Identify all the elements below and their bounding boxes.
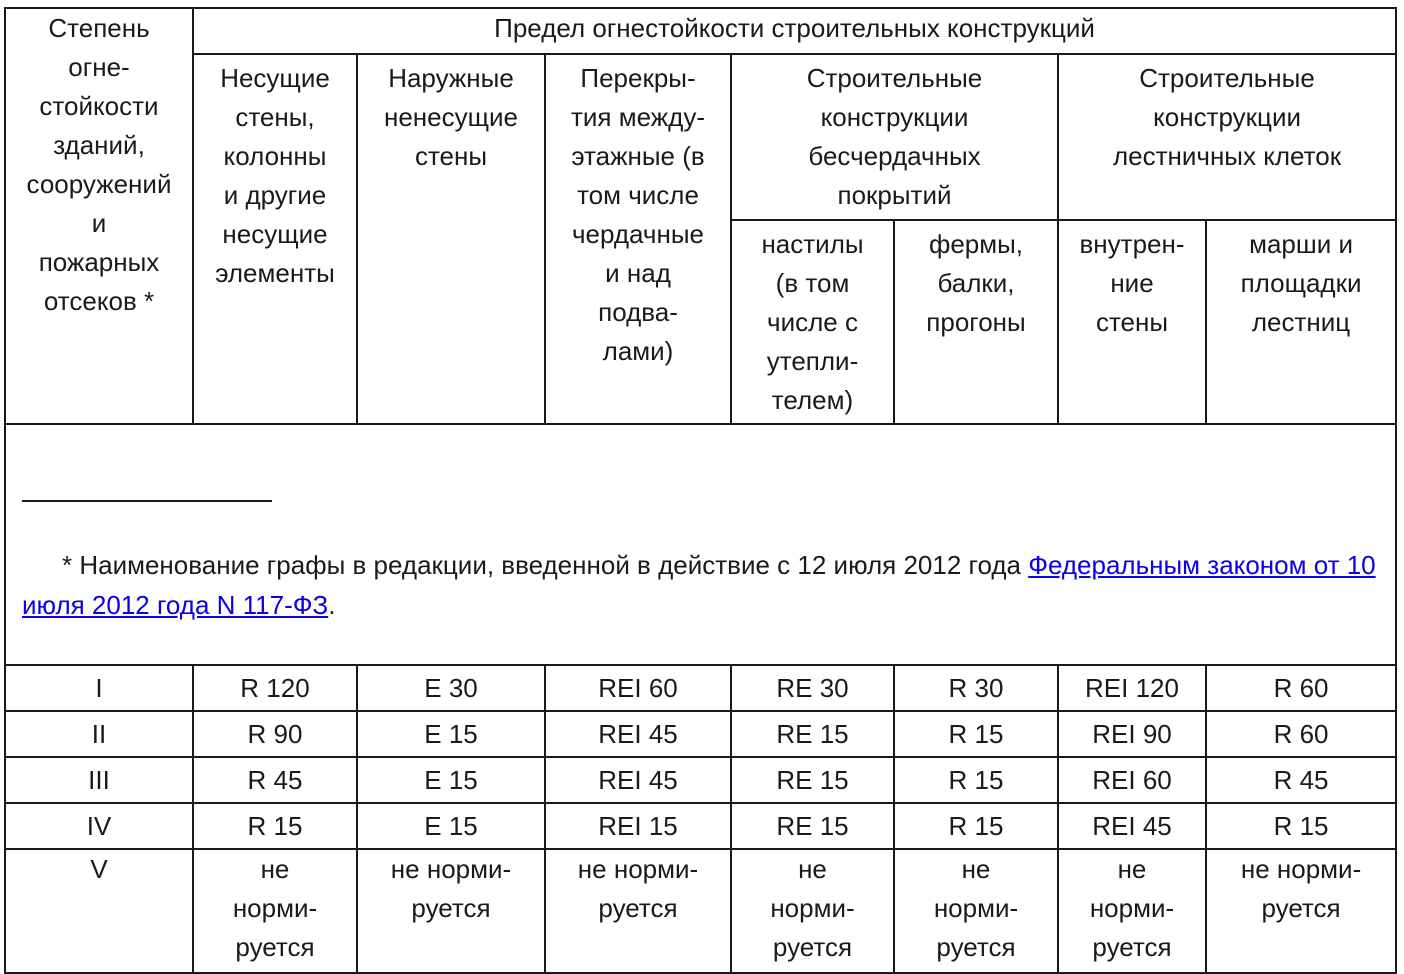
table-row — [5, 849, 1396, 973]
cell-stair-flights: R 45 — [1206, 757, 1396, 803]
cell-external-walls: E 30 — [357, 665, 545, 711]
cell-stair-flights: R 60 — [1206, 665, 1396, 711]
header-stair-group: Строительные конструкции лестничных клеток — [1058, 54, 1396, 220]
header-floors: Перекры- тия между- этажные (в том числе чердачные и над подва- лами) — [545, 54, 731, 424]
cell-bearing-walls: R 120 — [193, 665, 357, 711]
header-bearing-walls: Несущие стены, колонны и другие несущие элементы — [193, 54, 357, 424]
table-row — [5, 665, 1396, 711]
cell-floors: REI 15 — [545, 803, 731, 849]
cell-decking: RE 30 — [731, 665, 894, 711]
cell-external-walls: E 15 — [357, 803, 545, 849]
cell-stair-flights: не норми- руется — [1206, 849, 1396, 973]
cell-stair-flights: R 15 — [1206, 803, 1396, 849]
header-stair-flights: марши и площадки лестниц — [1206, 220, 1396, 424]
cell-stair-flights: R 60 — [1206, 711, 1396, 757]
cell-decking: RE 15 — [731, 803, 894, 849]
cell-internal-walls: REI 60 — [1058, 757, 1206, 803]
table-row — [5, 757, 1396, 803]
cell-bearing-walls: R 15 — [193, 803, 357, 849]
cell-external-walls: E 15 — [357, 757, 545, 803]
cell-degree: II — [5, 711, 193, 757]
header-limit-title: Предел огнестойкости строительных конструкций — [193, 8, 1396, 54]
header-internal-walls: внутрен- ние стены — [1058, 220, 1206, 424]
header-roof-group: Строительные конструкции бесчердачных покрытий — [731, 54, 1058, 220]
cell-bearing-walls: не норми- руется — [193, 849, 357, 973]
footnote-suffix: . — [328, 590, 336, 620]
cell-floors: не норми- руется — [545, 849, 731, 973]
cell-decking: RE 15 — [731, 757, 894, 803]
footnote-text — [22, 545, 1379, 625]
cell-degree: IV — [5, 803, 193, 849]
cell-bearing-walls: R 90 — [193, 711, 357, 757]
cell-internal-walls: REI 120 — [1058, 665, 1206, 711]
header-external-walls: Наружные ненесущие стены — [357, 54, 545, 424]
table-row — [5, 803, 1396, 849]
header-decking: настилы (в том числе с утепли- телем) — [731, 220, 894, 424]
cell-internal-walls: не норми- руется — [1058, 849, 1206, 973]
cell-external-walls: не норми- руется — [357, 849, 545, 973]
cell-trusses: не норми- руется — [894, 849, 1058, 973]
cell-trusses: R 15 — [894, 711, 1058, 757]
cell-floors: REI 45 — [545, 757, 731, 803]
cell-trusses: R 15 — [894, 803, 1058, 849]
cell-external-walls: E 15 — [357, 711, 545, 757]
table-body — [5, 665, 1396, 973]
header-trusses: фермы, балки, прогоны — [894, 220, 1058, 424]
federal-law-link[interactable]: Федеральным законом от 10 июля 2012 года N 117-ФЗ — [22, 550, 1376, 620]
cell-decking: RE 15 — [731, 711, 894, 757]
cell-floors: REI 45 — [545, 711, 731, 757]
footnote-divider — [22, 500, 272, 502]
cell-internal-walls: REI 45 — [1058, 803, 1206, 849]
cell-internal-walls: REI 90 — [1058, 711, 1206, 757]
footnote-body: * Наименование графы в редакции, введенной в действие с 12 июля 2012 года — [62, 550, 1029, 580]
table-row — [5, 711, 1396, 757]
cell-bearing-walls: R 45 — [193, 757, 357, 803]
cell-floors: REI 60 — [545, 665, 731, 711]
cell-degree: V — [5, 849, 193, 973]
cell-degree: I — [5, 665, 193, 711]
fire-resistance-table — [4, 7, 1397, 974]
cell-trusses: R 30 — [894, 665, 1058, 711]
cell-decking: не норми- руется — [731, 849, 894, 973]
footnote — [5, 424, 1396, 665]
header-degree: Степень огне- стойкости зданий, сооружений и пожарных отсеков * — [5, 8, 193, 424]
cell-trusses: R 15 — [894, 757, 1058, 803]
cell-degree: III — [5, 757, 193, 803]
